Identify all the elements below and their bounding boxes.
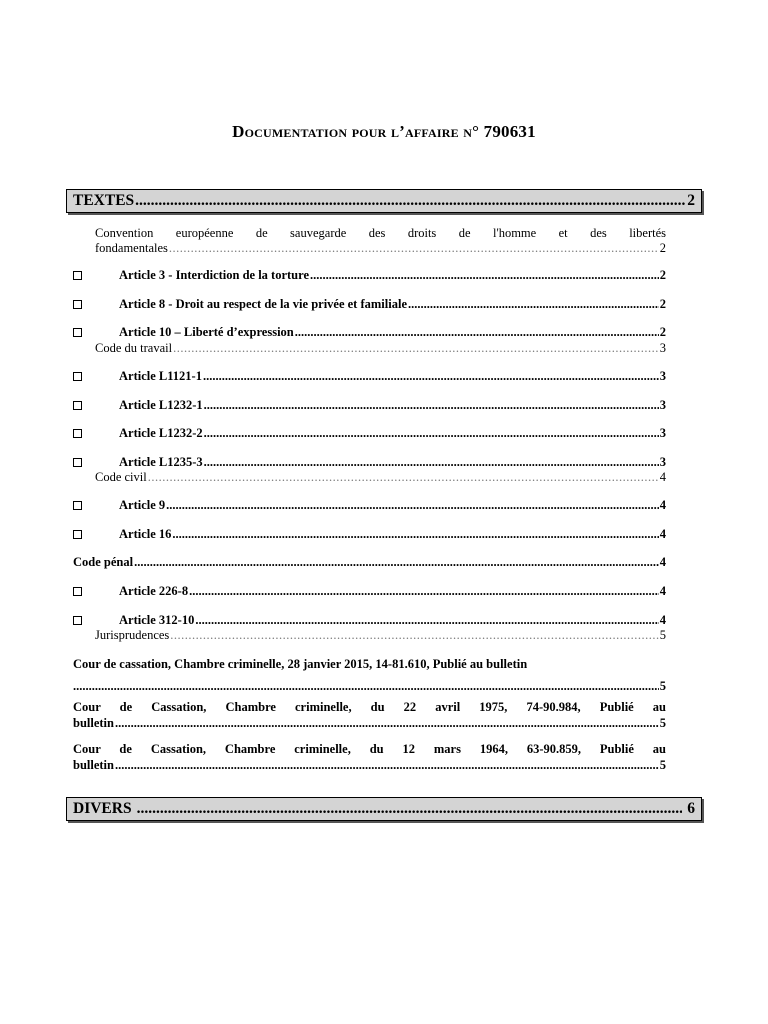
dot-leader: [137, 800, 683, 818]
toc-line-divers: [73, 800, 695, 818]
entry-label: Article L1235-3: [119, 455, 203, 469]
toc-entry-convention[interactable]: [95, 225, 666, 241]
dot-leader: [189, 584, 659, 599]
entry-text-line2: [73, 757, 666, 773]
dot-leader: [204, 455, 659, 470]
dot-leader: [115, 757, 659, 773]
page-number: 2: [659, 241, 666, 255]
page-number: 4: [659, 470, 666, 484]
page-number: 5: [659, 758, 666, 772]
entry-label: Article 312-10: [119, 613, 195, 627]
toc-line-textes: [73, 192, 695, 210]
dot-leader: [169, 241, 659, 256]
page-number: 3: [659, 455, 666, 469]
dot-leader: [166, 498, 659, 513]
entry-label: Article 16: [119, 527, 172, 541]
section-heading-textes[interactable]: [66, 189, 702, 213]
page-number: 3: [659, 426, 666, 440]
dot-leader: [204, 426, 659, 441]
page-number: 5: [659, 679, 666, 693]
entry-label: Code pénal: [73, 555, 134, 569]
page-number: 4: [659, 527, 666, 541]
dot-leader: [170, 628, 658, 643]
toc-entry-jurisprudences[interactable]: [95, 628, 666, 643]
checkbox-icon: [73, 587, 82, 596]
page-number: 2: [687, 192, 695, 209]
entry-label: Article L1232-2: [119, 426, 203, 440]
page-number: 3: [659, 341, 666, 355]
page-number: 5: [659, 716, 666, 730]
entry-label: Article 3 - Interdiction de la torture: [119, 268, 309, 282]
page-number: 5: [659, 628, 666, 642]
section-label: DIVERS: [73, 800, 132, 817]
toc-entry-cassation-1975[interactable]: [73, 699, 666, 731]
page-number: 2: [659, 268, 666, 282]
toc-entry-cassation-1964[interactable]: [73, 741, 666, 773]
page-number: 4: [659, 584, 666, 598]
dot-leader: [135, 192, 686, 210]
entry-text-line2: [73, 678, 666, 694]
section-heading-divers[interactable]: [66, 797, 702, 821]
entry-text-line1: Cour de cassation, Chambre criminelle, 28 janvier 2015, 14-81.610, Publié au bulletin: [73, 657, 528, 671]
page-number: 4: [659, 613, 666, 627]
checkbox-icon: [73, 458, 82, 467]
entry-text-line1: Cour de Cassation, Chambre criminelle, du 22 avril 1975, 74-90.984, Publié au: [73, 700, 666, 714]
dot-leader: [408, 297, 659, 312]
dot-leader: [134, 555, 659, 570]
toc-entry-code-civil[interactable]: [95, 470, 666, 485]
checkbox-icon: [73, 300, 82, 309]
checkbox-icon: [73, 328, 82, 337]
dot-leader: [115, 715, 659, 731]
entry-label: Article 9: [119, 498, 166, 512]
section-label: TEXTES: [73, 192, 135, 209]
entry-text-line1: Convention européenne de sauvegarde des droits de l'homme et des libertés: [95, 226, 666, 240]
dot-leader: [310, 268, 659, 283]
checkbox-icon: [73, 616, 82, 625]
entry-text-line2: fondamentales: [95, 241, 168, 255]
entry-label: Article 226-8: [119, 584, 189, 598]
checkbox-icon: [73, 530, 82, 539]
checkbox-icon: [73, 401, 82, 410]
checkbox-icon: [73, 372, 82, 381]
page-number: 6: [687, 800, 695, 817]
entry-label: Article 10 – Liberté d’expression: [119, 325, 294, 339]
dot-leader: [204, 398, 659, 413]
entry-label: Code du travail: [95, 341, 173, 355]
toc-entry-code-du-travail[interactable]: [95, 341, 666, 356]
page-number: 2: [659, 325, 666, 339]
checkbox-icon: [73, 271, 82, 280]
entry-label: Article 8 - Droit au respect de la vie privée et familiale: [119, 297, 407, 311]
checkbox-icon: [73, 429, 82, 438]
page-number: 3: [659, 398, 666, 412]
page-number: 4: [659, 555, 666, 569]
toc-entry-cassation-2015[interactable]: [73, 656, 666, 694]
entry-label: Article L1121-1: [119, 369, 202, 383]
dot-leader: [195, 613, 658, 628]
dot-leader: [173, 341, 659, 356]
page-number: 3: [659, 369, 666, 383]
toc-entry-code-penal[interactable]: [73, 555, 666, 570]
page-number: 2: [659, 297, 666, 311]
checkbox-icon: [73, 501, 82, 510]
dot-leader: [203, 369, 659, 384]
entry-label: bulletin: [73, 758, 114, 772]
document-title: Documentation pour l’affaire n° 790631: [232, 122, 536, 141]
entry-label: Article L1232-1: [119, 398, 203, 412]
entry-label: bulletin: [73, 716, 114, 730]
entry-label: Jurisprudences: [95, 628, 170, 642]
dot-leader: [73, 678, 659, 694]
entry-text-line2: [73, 715, 666, 731]
dot-leader: [295, 325, 659, 340]
dot-leader: [172, 527, 658, 542]
entry-text-line1: Cour de Cassation, Chambre criminelle, du 12 mars 1964, 63-90.859, Publié au: [73, 742, 666, 756]
entry-label: Code civil: [95, 470, 147, 484]
toc-entry-convention-line2[interactable]: [95, 241, 666, 256]
page-number: 4: [659, 498, 666, 512]
dot-leader: [148, 470, 659, 485]
